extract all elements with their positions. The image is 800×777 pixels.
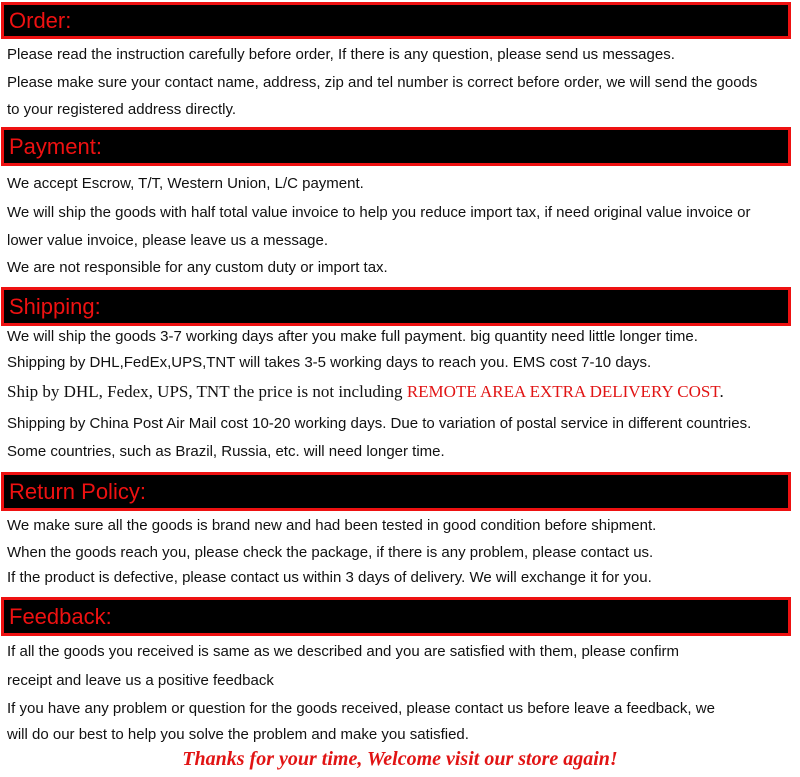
shipping-line-1: We will ship the goods 3-7 working days after you make full payment. big quantity need little longer time. xyxy=(7,328,698,345)
remote-area-cost-highlight: REMOTE AREA EXTRA DELIVERY COST xyxy=(406,382,720,401)
return-line-2: When the goods reach you, please check the package, if there is any problem, please contact us. xyxy=(7,544,654,561)
shipping-line-2: Shipping by DHL,FedEx,UPS,TNT will takes 3-5 working days to reach you. EMS cost 7-10 days. xyxy=(7,354,652,371)
payment-line-3: lower value invoice, please leave us a message. xyxy=(7,232,329,249)
feedback-line-2: receipt and leave us a positive feedback xyxy=(7,672,274,689)
section-title-order: Order: xyxy=(9,7,72,33)
section-header-order xyxy=(1,2,791,39)
return-line-1: We make sure all the goods is brand new and had been tested in good condition before shipment. xyxy=(7,517,657,534)
feedback-line-1: If all the goods you received is same as we described and you are satisfied with them, please confirm xyxy=(7,643,680,660)
section-title-payment: Payment: xyxy=(9,133,102,159)
payment-line-4: We are not responsible for any custom duty or import tax. xyxy=(7,259,388,276)
section-title-return-policy: Return Policy: xyxy=(9,478,146,504)
payment-line-2: We will ship the goods with half total value invoice to help you reduce import tax, if need original value invoice or xyxy=(7,204,751,221)
shipping-line-3-suffix: . xyxy=(719,382,724,401)
shipping-line-3-text: Ship by DHL, Fedex, UPS, TNT the price is not including xyxy=(7,382,407,401)
feedback-line-3: If you have any problem or question for the goods received, please contact us before leave a feedback, we xyxy=(7,700,715,717)
payment-line-1: We accept Escrow, T/T, Western Union, L/C payment. xyxy=(7,175,364,192)
section-header-payment xyxy=(1,127,791,166)
order-line-1: Please read the instruction carefully before order, If there is any question, please send us messages. xyxy=(7,46,675,63)
section-title-feedback: Feedback: xyxy=(9,603,112,629)
return-line-3: If the product is defective, please contact us within 3 days of delivery. We will exchange it for you. xyxy=(7,569,652,586)
section-title-shipping: Shipping: xyxy=(9,293,101,319)
section-header-feedback xyxy=(1,597,791,636)
feedback-line-4: will do our best to help you solve the problem and make you satisfied. xyxy=(7,726,469,743)
order-line-2: Please make sure your contact name, address, zip and tel number is correct before order, we will send the goods xyxy=(7,74,758,91)
shipping-line-5: Some countries, such as Brazil, Russia, etc. will need longer time. xyxy=(7,443,445,460)
shipping-line-3 xyxy=(7,383,724,401)
section-header-return-policy xyxy=(1,472,791,511)
thanks-message: Thanks for your time, Welcome visit our store again! xyxy=(182,748,618,770)
order-line-3: to your registered address directly. xyxy=(7,101,236,118)
section-header-shipping xyxy=(1,287,791,326)
shipping-line-4: Shipping by China Post Air Mail cost 10-20 working days. Due to variation of postal service in different countries. xyxy=(7,415,752,432)
